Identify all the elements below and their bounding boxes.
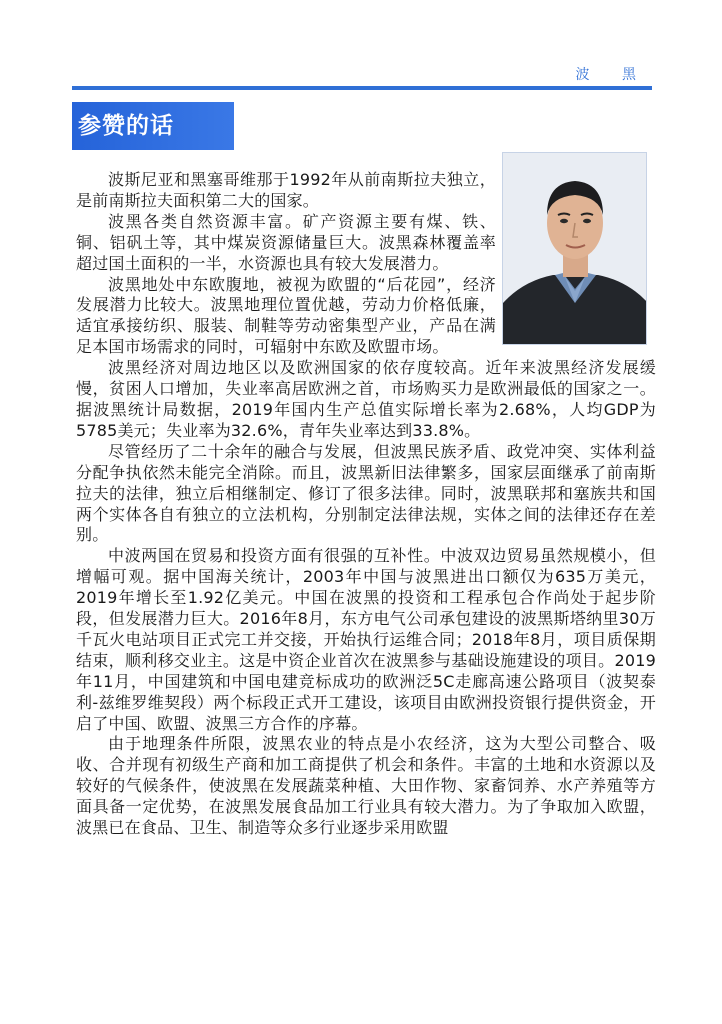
paragraph-6: 中波两国在贸易和投资方面有很强的互补性。中波双边贸易虽然规模小，但增幅可观。据中国海关统计，2003年中国与波黑进出口额仅为635万美元，2019年增长至1.92亿美元。中国在波黑的投资和工程承包合作尚处于起步阶段，但发展潜力巨大。2016年8月，东方电气公司承包建设的波黑斯塔纳里30万千瓦火电站项目正式完工并交接，开始执行运维合同；2018年8月，项目质保期结束，顺利移交业主。这是中资企业首次在波黑参与基础设施建设的项目。2019年11月，中国建筑和中国电建竞标成功的欧洲泛5C走廊高速公路项目（波契泰利-兹维罗维契段）两个标段正式开工建设，该项目由欧洲投资银行提供资金，开启了中国、欧盟、波黑三方合作的序幕。 [76,546,656,733]
paragraph-2: 波黑各类自然资源丰富。矿产资源主要有煤、铁、铜、铝矾土等，其中煤炭资源储量巨大。波黑森林覆盖率超过国土面积的一半，水资源也具有较大发展潜力。 [76,211,496,273]
paragraph-1: 波斯尼亚和黑塞哥维那于1992年从前南斯拉夫独立，是前南斯拉夫面积第二大的国家。 [76,170,496,210]
paragraph-4: 波黑经济对周边地区以及欧洲国家的依存度较高。近年来波黑经济发展缓慢，贫困人口增加，失业率高居欧洲之首，市场购买力是欧洲最低的国家之一。据波黑统计局数据，2019年国内生产总值实际增长率为2.68%，人均GDP为5785美元；失业率为32.6%，青年失业率达到33.8%。 [76,358,656,440]
paragraph-7: 由于地理条件所限，波黑农业的特点是小农经济，这为大型公司整合、吸收、合并现有初级生产商和加工商提供了机会和条件。丰富的土地和水资源以及较好的气候条件，使波黑在发展蔬菜种植、大田作物、家畜饲养、水产养殖等方面具备一定优势，在波黑发展食品加工行业具有较大潜力。为了争取加入欧盟，波黑已在食品、卫生、制造等众多行业逐步采用欧盟 [76,734,656,838]
section-title: 参赞的话 [72,102,234,150]
header-divider [72,86,652,90]
chapter-header-label: 波 黑 [575,67,650,83]
portrait-wrap-spacer [496,170,656,346]
paragraph-5: 尽管经历了二十余年的融合与发展，但波黑民族矛盾、政党冲突、实体利益分配争执依然未能完全消除。而且，波黑新旧法律繁多，国家层面继承了前南斯拉夫的法律，独立后相继制定、修订了很多法律。同时，波黑联邦和塞族共和国两个实体各自有独立的立法机构，分别制定法律法规，实体之间的法律还存在差别。 [76,441,656,545]
paragraph-3: 波黑地处中东欧腹地，被视为欧盟的“后花园”，经济发展潜力比较大。波黑地理位置优越，劳动力价格低廉，适宜承接纺织、服装、制鞋等劳动密集型产业，产品在满足本国市场需求的同时，可辐射中东欧及欧盟市场。 [76,274,496,357]
article-body [76,170,656,839]
